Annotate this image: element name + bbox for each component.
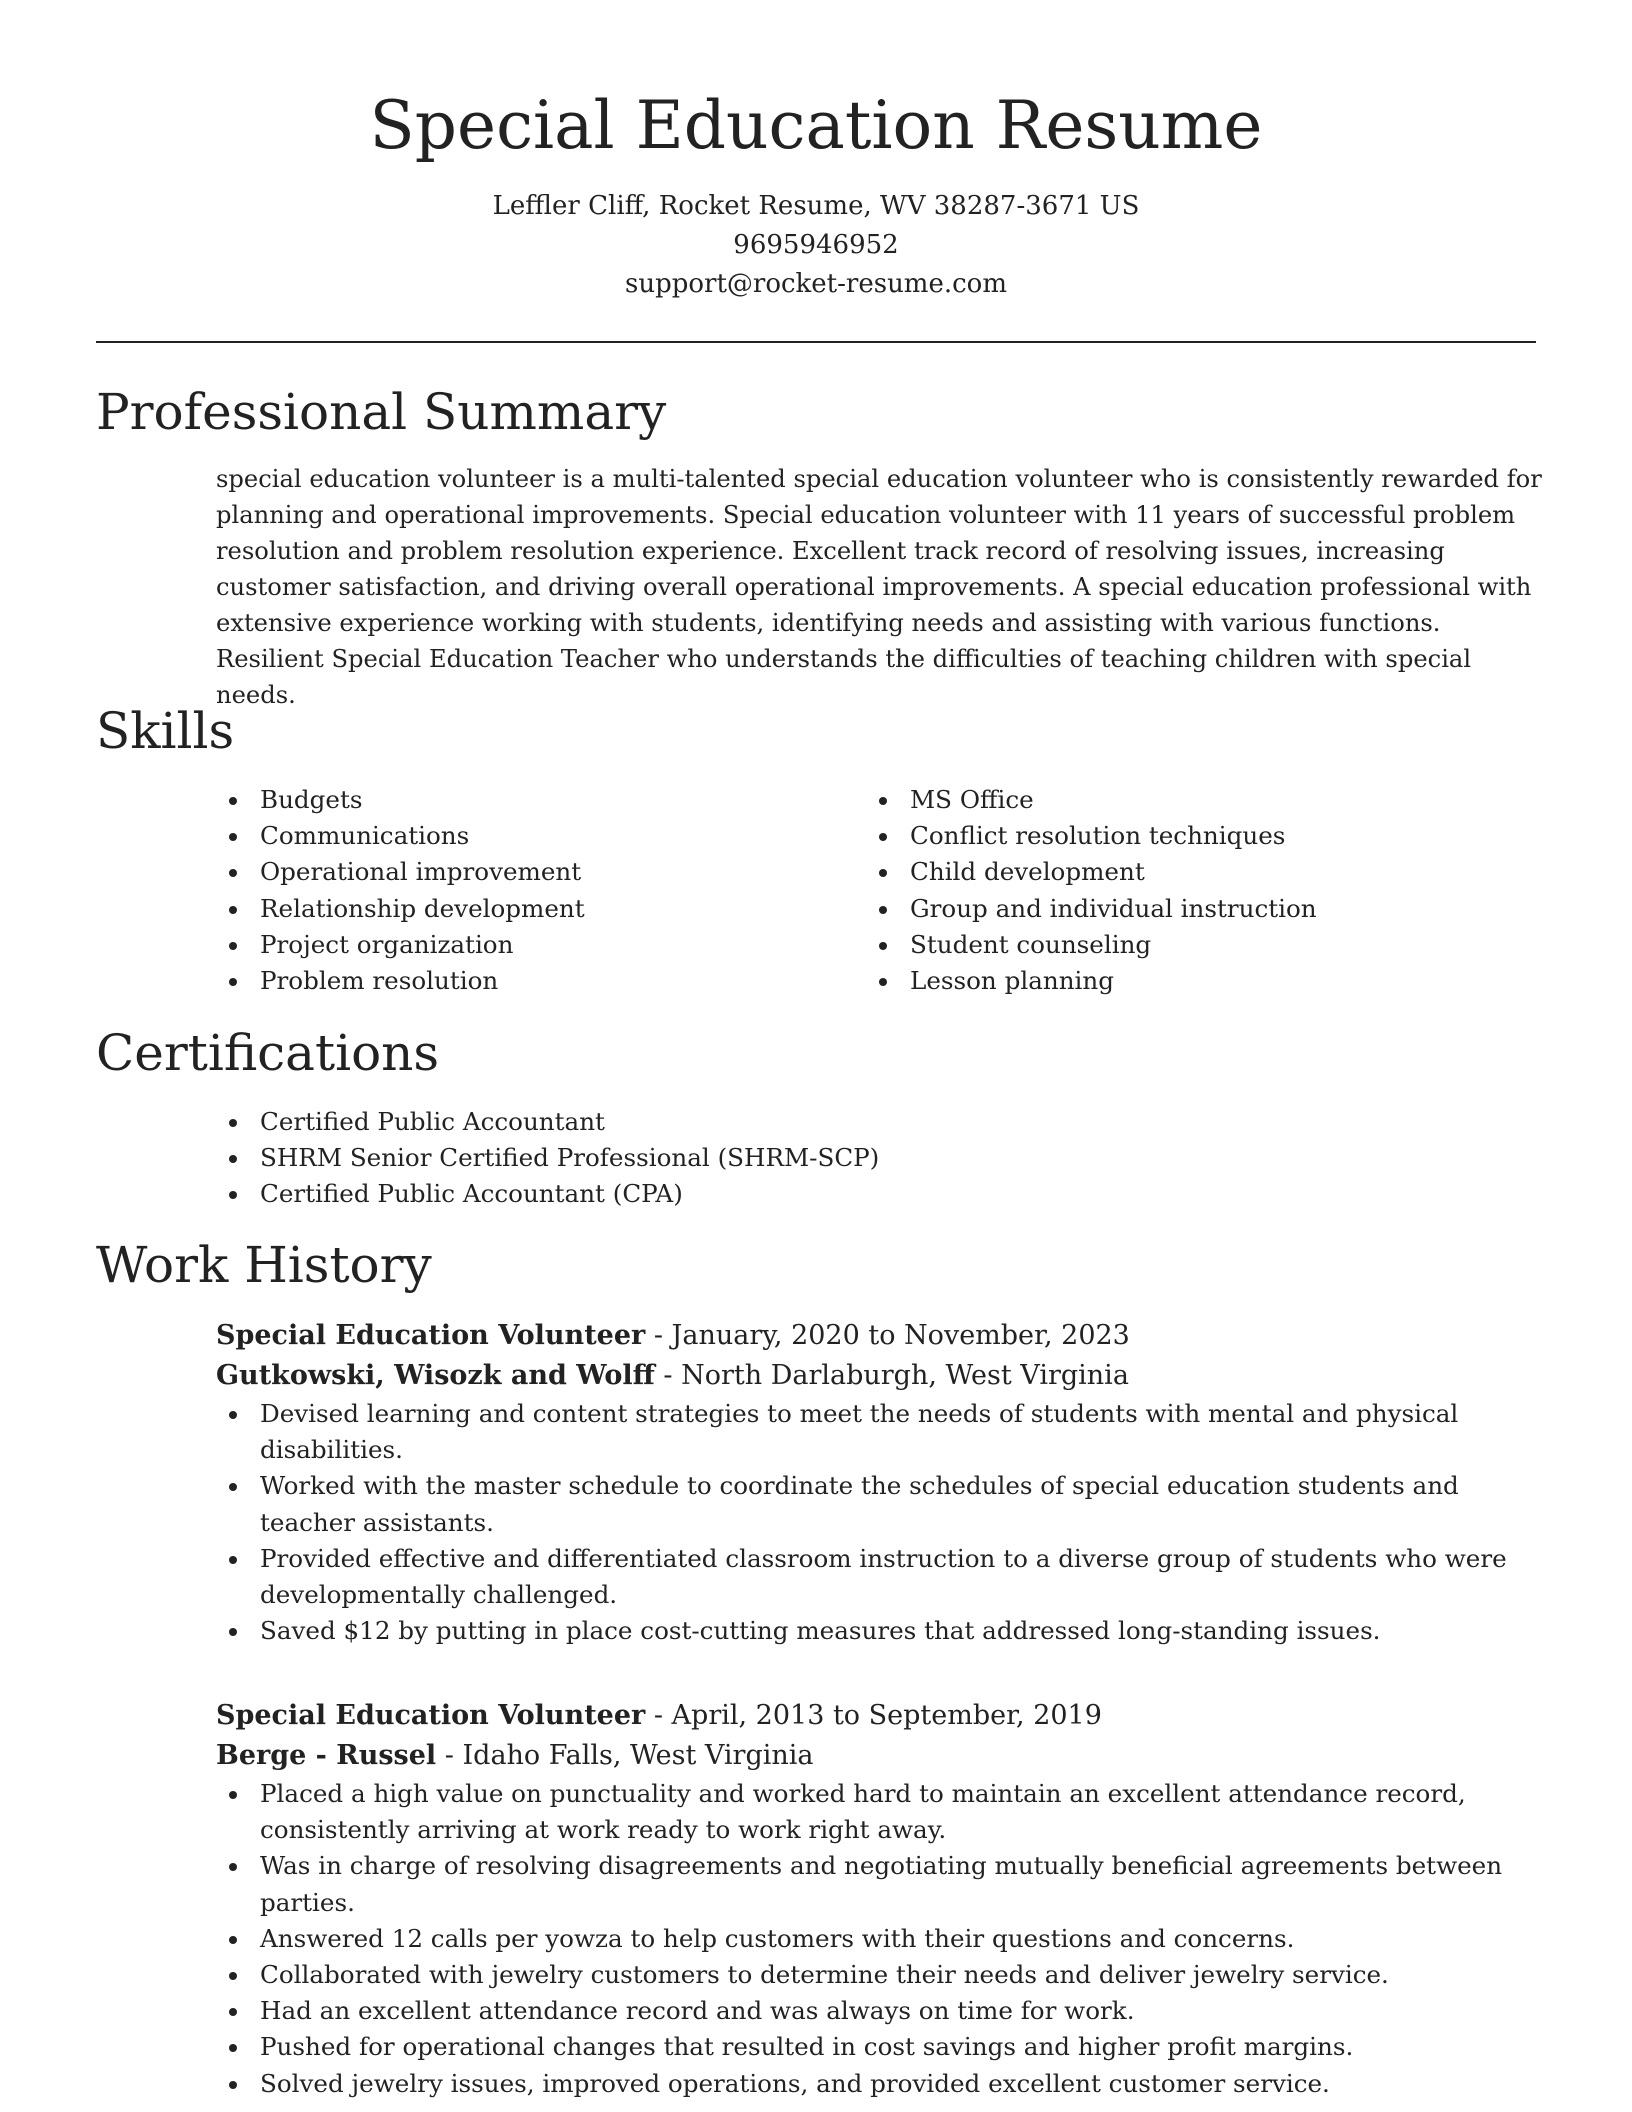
skill-item: Conflict resolution techniques	[866, 818, 1526, 854]
job-location: - Idaho Falls, West Virginia	[436, 1740, 814, 1771]
skill-item: Budgets	[216, 782, 816, 818]
job-duty-item: Worked with the master schedule to coordinate the schedules of special education students and teacher assistants.	[216, 1468, 1546, 1540]
certification-item: SHRM Senior Certified Professional (SHRM-SCP)	[216, 1140, 1416, 1176]
job-duty-item: Placed a high value on punctuality and worked hard to maintain an excellent attendance record, consistently arriving at work ready to work right away.	[216, 1776, 1546, 1848]
certification-item: Certified Public Accountant	[216, 1104, 1416, 1140]
job-duty-item: Had an excellent attendance record and was always on time for work.	[216, 1993, 1546, 2029]
contact-info	[0, 187, 1632, 304]
job-duty-item: Devised learning and content strategies to meet the needs of students with mental and physical disabilities.	[216, 1396, 1546, 1468]
skills-list-left	[216, 782, 816, 999]
skills-heading: Skills	[96, 702, 235, 760]
work-history-heading: Work History	[96, 1236, 432, 1294]
job-title-line	[216, 1316, 1546, 1356]
skill-item: Relationship development	[216, 891, 816, 927]
job-company: Gutkowski, Wisozk and Wolff	[216, 1360, 655, 1391]
job-duty-item: Answered 12 calls per yowza to help customers with their questions and concerns.	[216, 1921, 1546, 1957]
skill-item: Problem resolution	[216, 963, 816, 999]
job-duties-list	[216, 1396, 1546, 1649]
skill-item: Child development	[866, 854, 1526, 890]
job-company-line	[216, 1736, 1546, 1776]
job-position: Special Education Volunteer	[216, 1700, 646, 1731]
job-location: - North Darlaburgh, West Virginia	[654, 1360, 1129, 1391]
skill-item: MS Office	[866, 782, 1526, 818]
contact-email: support@rocket-resume.com	[624, 269, 1007, 299]
contact-address: Leffler Cliff, Rocket Resume, WV 38287-3671 US	[492, 191, 1140, 221]
resume-title: Special Education Resume	[369, 87, 1263, 164]
skill-item: Operational improvement	[216, 854, 816, 890]
job-company-line	[216, 1356, 1546, 1396]
contact-phone: 9695946952	[733, 230, 899, 260]
skill-item: Student counseling	[866, 927, 1526, 963]
job-entry	[216, 1316, 1546, 1649]
job-position: Special Education Volunteer	[216, 1320, 646, 1351]
skill-item: Lesson planning	[866, 963, 1526, 999]
summary-heading: Professional Summary	[96, 383, 667, 441]
job-company: Berge - Russel	[216, 1740, 437, 1771]
job-title-line	[216, 1696, 1546, 1736]
job-duty-item: Provided effective and differentiated classroom instruction to a diverse group of students who were developmentally challenged.	[216, 1541, 1546, 1613]
summary-text: special education volunteer is a multi-talented special education volunteer who is consistently rewarded for planning and operational improvements. Special education volunteer with 11 years of successful problem resolution and problem resolution experience. Excellent track record of resolving issues, increasing customer satisfaction, and driving overall operational improvements. A special education professional with extensive experience working with students, identifying needs and assisting with various functions. Resilient Special Education Teacher who understands the difficulties of teaching children with special needs.	[216, 465, 1542, 709]
job-duty-item: Saved $12 by putting in place cost-cutting measures that addressed long-standing issues.	[216, 1613, 1546, 1649]
resume-header	[0, 0, 1632, 304]
skills-list-right	[866, 782, 1526, 999]
job-duties-list	[216, 1776, 1546, 2102]
header-divider	[96, 341, 1536, 343]
job-duty-item: Pushed for operational changes that resulted in cost savings and higher profit margins.	[216, 2029, 1546, 2065]
certifications-list	[216, 1104, 1416, 1213]
job-duty-item: Was in charge of resolving disagreements and negotiating mutually beneficial agreements between parties.	[216, 1848, 1546, 1920]
certification-item: Certified Public Accountant (CPA)	[216, 1176, 1416, 1212]
skill-item: Communications	[216, 818, 816, 854]
skill-item: Project organization	[216, 927, 816, 963]
job-dates: - April, 2013 to September, 2019	[645, 1700, 1102, 1731]
job-duty-item: Solved jewelry issues, improved operations, and provided excellent customer service.	[216, 2066, 1546, 2102]
job-entry	[216, 1696, 1546, 2102]
job-duty-item: Collaborated with jewelry customers to determine their needs and deliver jewelry service.	[216, 1957, 1546, 1993]
certifications-heading: Certifications	[96, 1024, 440, 1082]
job-dates: - January, 2020 to November, 2023	[645, 1320, 1130, 1351]
skill-item: Group and individual instruction	[866, 891, 1526, 927]
